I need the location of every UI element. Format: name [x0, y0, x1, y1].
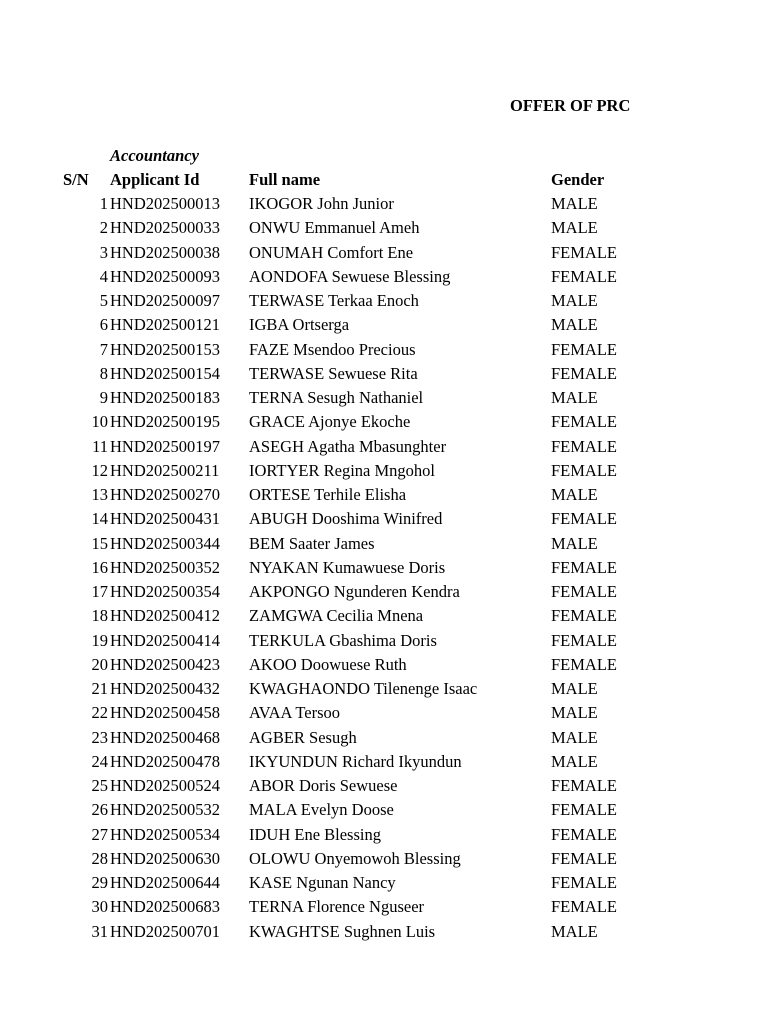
row-applicant-id: HND202500412 [110, 606, 220, 626]
department-label: Accountancy [110, 146, 199, 165]
row-sn: 1 [99, 194, 108, 213]
row-sn: 25 [91, 776, 108, 795]
row-gender: FEMALE [551, 436, 617, 456]
row-full-name: KASE Ngunan Nancy [249, 873, 396, 892]
table-row [0, 485, 768, 509]
row-applicant-id: HND202500534 [110, 824, 220, 844]
row-full-name: ORTESE Terhile Elisha [249, 485, 407, 504]
row-sn: 6 [99, 315, 108, 335]
table-row [0, 800, 768, 824]
row-gender: FEMALE [551, 824, 617, 844]
row-full-name: OLOWU Onyemowoh Blessing [249, 848, 461, 868]
row-gender: MALE [551, 388, 598, 407]
row-sn: 28 [91, 848, 108, 868]
row-full-name: IDUH Ene Blessing [249, 824, 381, 844]
row-sn: 7 [99, 339, 108, 359]
row-full-name: AVAA Tersoo [249, 703, 340, 723]
table-row [0, 534, 768, 558]
table-row [0, 388, 768, 412]
row-full-name: IORTYER Regina Mngohol [249, 460, 435, 480]
row-applicant-id: HND202500093 [110, 266, 220, 286]
row-sn: 12 [91, 460, 108, 480]
table-row [0, 412, 768, 436]
row-sn: 5 [99, 291, 108, 310]
row-gender: FEMALE [551, 606, 617, 626]
table-row [0, 194, 768, 218]
row-gender: FEMALE [551, 776, 617, 795]
row-gender: MALE [551, 485, 598, 504]
row-sn: 14 [91, 509, 108, 529]
table-row [0, 825, 768, 849]
table-row [0, 703, 768, 727]
row-full-name: AKOO Doowuese Ruth [249, 654, 407, 674]
row-applicant-id: HND202500701 [110, 921, 220, 941]
table-row [0, 606, 768, 630]
row-full-name: ONUMAH Comfort Ene [249, 242, 414, 262]
row-sn: 19 [91, 630, 108, 650]
row-applicant-id: HND202500270 [110, 485, 220, 504]
row-applicant-id: HND202500195 [110, 412, 220, 432]
table-row [0, 728, 768, 752]
row-sn: 15 [91, 533, 108, 553]
row-sn: 4 [99, 266, 108, 286]
table-row [0, 461, 768, 485]
row-sn: 21 [91, 679, 108, 698]
row-applicant-id: HND202500354 [110, 582, 220, 601]
row-sn: 9 [99, 388, 108, 407]
row-sn: 2 [99, 218, 108, 238]
row-gender: MALE [551, 194, 598, 213]
row-full-name: TERWASE Sewuese Rita [249, 363, 418, 383]
applicant-table [0, 194, 768, 946]
row-sn: 26 [91, 800, 108, 820]
row-full-name: IGBA Ortserga [249, 315, 350, 335]
row-full-name: ZAMGWA Cecilia Mnena [249, 606, 424, 626]
row-full-name: ABOR Doris Sewuese [249, 776, 398, 795]
row-sn: 13 [91, 485, 108, 504]
row-applicant-id: HND202500630 [110, 848, 220, 868]
row-applicant-id: HND202500431 [110, 509, 220, 529]
row-gender: FEMALE [551, 363, 617, 383]
row-full-name: TERNA Florence Nguseer [249, 897, 425, 917]
row-sn: 24 [91, 751, 108, 771]
row-gender: FEMALE [551, 557, 617, 577]
table-row [0, 291, 768, 315]
row-full-name: GRACE Ajonye Ekoche [249, 412, 411, 432]
row-full-name: MALA Evelyn Doose [249, 800, 394, 820]
row-applicant-id: HND202500432 [110, 679, 220, 698]
row-full-name: AKPONGO Ngunderen Kendra [249, 582, 460, 601]
row-applicant-id: HND202500532 [110, 800, 220, 820]
table-row [0, 849, 768, 873]
row-applicant-id: HND202500344 [110, 533, 220, 553]
row-applicant-id: HND202500121 [110, 315, 220, 335]
row-full-name: NYAKAN Kumawuese Doris [249, 557, 446, 577]
row-applicant-id: HND202500211 [110, 460, 220, 480]
row-full-name: ABUGH Dooshima Winifred [249, 509, 443, 529]
row-applicant-id: HND202500038 [110, 242, 220, 262]
row-sn: 31 [91, 921, 108, 941]
row-gender: MALE [551, 921, 598, 941]
header-full-name: Full name [249, 170, 321, 189]
table-row [0, 631, 768, 655]
row-full-name: ASEGH Agatha Mbasunghter [249, 436, 447, 456]
row-full-name: TERKULA Gbashima Doris [249, 630, 437, 650]
row-sn: 11 [92, 436, 108, 456]
row-gender: MALE [551, 315, 598, 335]
header-sn: S/N [63, 170, 89, 189]
row-gender: FEMALE [551, 800, 617, 820]
row-gender: MALE [551, 727, 598, 747]
row-gender: MALE [551, 751, 598, 771]
row-applicant-id: HND202500458 [110, 703, 220, 723]
table-row [0, 873, 768, 897]
row-applicant-id: HND202500524 [110, 776, 220, 795]
row-sn: 20 [91, 654, 108, 674]
row-full-name: TERNA Sesugh Nathaniel [249, 388, 424, 407]
row-applicant-id: HND202500183 [110, 388, 220, 407]
row-gender: FEMALE [551, 412, 617, 432]
row-sn: 17 [91, 582, 108, 601]
row-applicant-id: HND202500352 [110, 557, 220, 577]
row-gender: FEMALE [551, 266, 617, 286]
row-applicant-id: HND202500013 [110, 194, 220, 213]
row-full-name: ONWU Emmanuel Ameh [249, 218, 420, 238]
table-row [0, 752, 768, 776]
row-applicant-id: HND202500197 [110, 436, 220, 456]
header-applicant-id: Applicant Id [110, 170, 200, 189]
row-gender: FEMALE [551, 339, 617, 359]
table-row [0, 679, 768, 703]
row-gender: FEMALE [551, 848, 617, 868]
row-full-name: AGBER Sesugh [249, 727, 357, 747]
row-applicant-id: HND202500468 [110, 727, 220, 747]
row-gender: FEMALE [551, 460, 617, 480]
table-row [0, 437, 768, 461]
row-applicant-id: HND202500414 [110, 630, 220, 650]
row-applicant-id: HND202500644 [110, 873, 220, 892]
row-sn: 16 [91, 557, 108, 577]
row-full-name: IKYUNDUN Richard Ikyundun [249, 751, 462, 771]
row-applicant-id: HND202500097 [110, 291, 220, 310]
row-full-name: FAZE Msendoo Precious [249, 339, 416, 359]
table-row [0, 243, 768, 267]
row-applicant-id: HND202500683 [110, 897, 220, 917]
table-row [0, 509, 768, 533]
table-row [0, 267, 768, 291]
row-applicant-id: HND202500423 [110, 654, 220, 674]
table-row [0, 364, 768, 388]
row-gender: FEMALE [551, 654, 617, 674]
row-sn: 23 [91, 727, 108, 747]
row-full-name: IKOGOR John Junior [249, 194, 394, 213]
table-row [0, 655, 768, 679]
row-gender: MALE [551, 703, 598, 723]
row-full-name: KWAGHAONDO Tilenenge Isaac [249, 679, 478, 698]
row-sn: 18 [91, 606, 108, 626]
row-gender: MALE [551, 533, 598, 553]
table-row [0, 218, 768, 242]
table-row [0, 558, 768, 582]
row-gender: FEMALE [551, 582, 617, 601]
row-gender: MALE [551, 291, 598, 310]
row-gender: MALE [551, 679, 598, 698]
row-gender: FEMALE [551, 630, 617, 650]
row-gender: MALE [551, 218, 598, 238]
row-applicant-id: HND202500033 [110, 218, 220, 238]
row-applicant-id: HND202500478 [110, 751, 220, 771]
table-row [0, 922, 768, 946]
table-row [0, 315, 768, 339]
row-sn: 30 [91, 897, 108, 917]
row-full-name: KWAGHTSE Sughnen Luis [249, 921, 436, 941]
row-gender: FEMALE [551, 897, 617, 917]
row-full-name: BEM Saater James [249, 533, 375, 553]
row-sn: 8 [99, 363, 108, 383]
row-applicant-id: HND202500154 [110, 363, 220, 383]
row-gender: FEMALE [551, 509, 617, 529]
row-full-name: TERWASE Terkaa Enoch [249, 291, 419, 310]
table-row [0, 897, 768, 921]
table-row [0, 776, 768, 800]
row-sn: 10 [91, 412, 108, 432]
row-gender: FEMALE [551, 242, 617, 262]
row-sn: 22 [91, 703, 108, 723]
row-sn: 3 [99, 242, 108, 262]
table-row [0, 582, 768, 606]
row-full-name: AONDOFA Sewuese Blessing [249, 266, 451, 286]
page-title: OFFER OF PRC [510, 96, 631, 115]
row-sn: 27 [91, 824, 108, 844]
row-sn: 29 [91, 873, 108, 892]
row-gender: FEMALE [551, 873, 617, 892]
row-applicant-id: HND202500153 [110, 339, 220, 359]
header-gender: Gender [551, 170, 605, 189]
table-row [0, 340, 768, 364]
